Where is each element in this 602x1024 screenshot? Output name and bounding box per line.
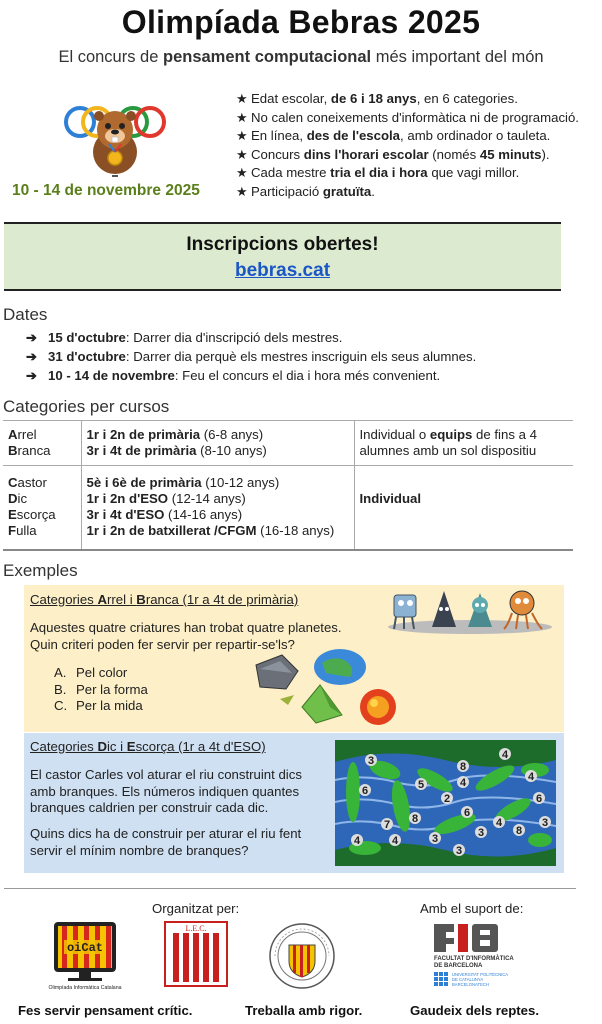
table-row	[3, 466, 573, 551]
example-b-text: El castor Carles vol aturar el riu construint dics amb branques. Els números indiquen quantes branques caldrien per construir cada dic.	[30, 767, 302, 815]
oicat-caption: Olimpíada Informàtica Catalana	[48, 985, 122, 991]
sct-logo	[163, 920, 229, 988]
dam-number: 6	[463, 807, 471, 819]
feature-item: ★ No calen coneixements d'informàtica ni de programació.	[236, 109, 579, 125]
svg-text:BARCELONATECH: BARCELONATECH	[452, 982, 489, 987]
dam-number: 2	[443, 793, 451, 805]
dam-number: 6	[535, 793, 543, 805]
category-names: Arrel Branca	[3, 421, 81, 466]
dam-number: 3	[455, 845, 463, 857]
dam-number: 5	[417, 779, 425, 791]
category-mode: Individual	[354, 466, 573, 551]
creatures-illustration	[386, 587, 554, 635]
dam-number: 4	[353, 835, 361, 847]
feature-item: ★ Participació gratuïta.	[236, 183, 375, 199]
table-row	[3, 421, 573, 466]
dam-number: 8	[459, 761, 467, 773]
dam-number: 6	[361, 785, 369, 797]
dates-list	[26, 328, 586, 385]
categories-heading: Categories per cursos	[3, 397, 170, 416]
registration-link[interactable]: bebras.cat	[234, 260, 331, 281]
registration-title: Inscripcions obertes!	[186, 234, 379, 255]
planets-illustration	[246, 647, 406, 731]
fib-upc-logo	[432, 922, 528, 990]
organized-by-label: Organitzat per:	[152, 901, 240, 916]
examples-heading: Exemples	[3, 561, 78, 580]
dam-number: 3	[477, 827, 485, 839]
dam-number: 4	[527, 771, 535, 783]
dam-number: 3	[541, 817, 549, 829]
slogan-rigor: Treballa amb rigor.	[245, 1003, 363, 1018]
slogan-challenges: Gaudeix dels reptes.	[410, 1003, 539, 1018]
svg-text:FACULTAT D'INFORMÀTICA: FACULTAT D'INFORMÀTICA	[434, 956, 514, 962]
page-subtitle: El concurs de pensament computacional més important del món	[58, 48, 544, 66]
svg-text:UNIVERSITAT POLITÈCNICA: UNIVERSITAT POLITÈCNICA	[452, 972, 509, 977]
feature-item: ★ Edat escolar, de 6 i 18 anys, en 6 categories.	[236, 91, 518, 106]
feature-item: ★ En línea, des de l'escola, amb ordinador o tauleta.	[236, 128, 551, 143]
dam-number: 4	[459, 777, 467, 789]
oicat-logo	[44, 918, 126, 994]
dam-number: 3	[431, 833, 439, 845]
dam-number: 3	[367, 755, 375, 767]
registration-banner	[4, 222, 561, 291]
scm-seal-logo	[267, 921, 337, 991]
example-b-box	[24, 733, 564, 873]
dam-number: 8	[515, 825, 523, 837]
features-list	[236, 90, 600, 201]
dam-number: 4	[495, 817, 503, 829]
option-item: A. Pel color	[54, 665, 128, 680]
feature-item: ★ Concurs dins l'horari escolar (només 45 minuts).	[236, 146, 550, 162]
svg-text:DE CATALUNYA: DE CATALUNYA	[452, 977, 484, 982]
option-item: B. Per la forma	[54, 681, 148, 697]
date-item: ➔ 10 - 14 de novembre: Feu el concurs el dia i hora més convenient.	[26, 368, 441, 383]
event-dates: 10 - 14 de novembre 2025	[12, 182, 200, 199]
category-levels: 5è i 6è de primària (10-12 anys) 1r i 2n d'ESO (12-14 anys) 3r i 4t d'ESO (14-16 anys) 1r i 2n de batxillerat /CFGM (16-18 anys)	[81, 466, 354, 551]
date-item: ➔ 31 d'octubre: Darrer dia perquè els mestres inscriguin els seus alumnes.	[26, 349, 477, 364]
dam-number: 7	[383, 819, 391, 831]
example-b-question: Quins dics ha de construir per aturar el riu fent servir el mínim nombre de branques?	[30, 826, 302, 858]
bebras-beaver-logo	[60, 96, 170, 178]
dam-number: 8	[411, 813, 419, 825]
river-dams-puzzle	[335, 740, 556, 866]
category-names: Castor Dic Escorça Fulla	[3, 466, 81, 551]
slogan-critical: Fes servir pensament crític.	[18, 1003, 193, 1018]
footer-divider	[4, 888, 576, 889]
example-a-question: Aquestes quatre criatures han trobat quatre planetes. Quin criteri poden fer servir per repartir-se'ls?	[30, 620, 342, 652]
svg-text:DE BARCELONA: DE BARCELONA	[434, 963, 483, 969]
dam-number: 4	[391, 835, 399, 847]
page-title: Olimpíada Bebras 2025	[121, 4, 481, 40]
svg-text:L.E.C.: L.E.C.	[185, 924, 207, 933]
example-a-title: Categories Arrel i Branca (1r a 4t de primària)	[30, 592, 299, 607]
date-item: ➔ 15 d'octubre: Darrer dia d'inscripció dels mestres.	[26, 330, 343, 345]
dam-number: 4	[501, 749, 509, 761]
svg-text:oiCat: oiCat	[66, 941, 104, 955]
category-mode: Individual o equips de fins a 4 alumnes amb un sol dispositiu	[354, 421, 573, 466]
dates-heading: Dates	[3, 305, 48, 324]
category-levels: 1r i 2n de primària (6-8 anys) 3r i 4t de primària (8-10 anys)	[81, 421, 354, 466]
feature-item: ★ Cada mestre tria el dia i hora que vagi millor.	[236, 165, 520, 180]
supported-by-label: Amb el suport de:	[420, 901, 524, 916]
example-a-options	[54, 665, 148, 715]
option-item: C. Per la mida	[54, 698, 143, 713]
example-a-box	[24, 585, 564, 732]
categories-table	[3, 420, 573, 551]
example-b-title: Categories Dic i Escorça (1r a 4t d'ESO)	[30, 739, 266, 754]
